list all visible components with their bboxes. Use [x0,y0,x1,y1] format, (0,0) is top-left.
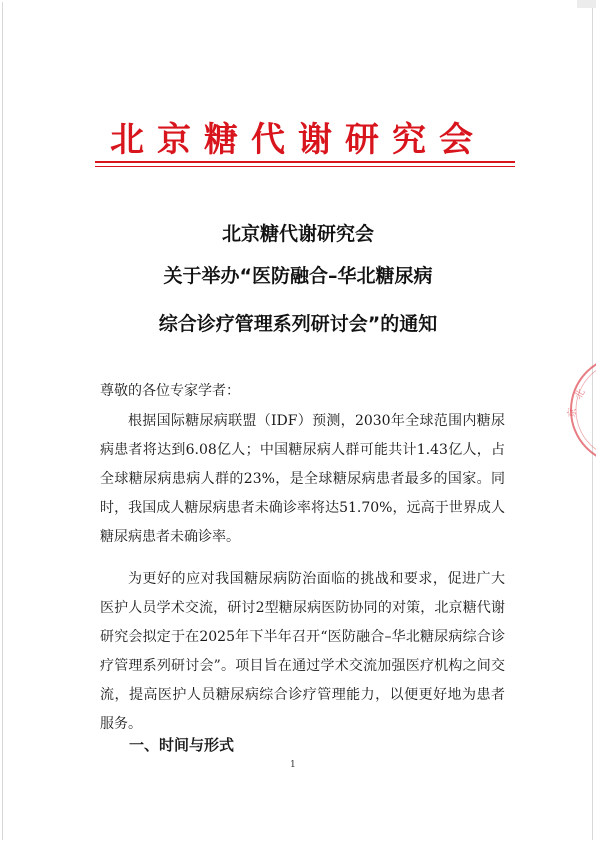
notice-title-line-2: 关于举办“医防融合–华北糖尿病 [163,265,433,287]
svg-text:京: 京 [567,407,579,419]
notice-title-line-3: 综合诊疗管理系列研讨会”的通知 [158,313,438,335]
section-heading: 一、时间与形式 [129,736,235,754]
page-corner-fold [577,0,596,8]
letterhead-title: 北京糖代谢研究会 [110,120,486,160]
svg-text:北: 北 [573,387,588,402]
greeting: 尊敬的各位专家学者： [100,383,240,399]
body-paragraph-1: 根据国际糖尿病联盟（IDF）预测，2030年全球范围内糖尿病患者将达到6.08亿人；中国糖尿病人群可能共计1.43亿人，占全球糖尿病患病人群的23%，是全球糖尿病患者最多的国家。同时，我国成人糖尿病患者未确诊率将达51.70%，远高于世界成人糖尿病患者未确诊率。 [100,413,505,545]
body-paragraph-2: 为更好的应对我国糖尿病防治面临的挑战和要求，促进广大医护人员学术交流，研讨2型糖尿病医防协同的对策，北京糖代谢研究会拟定于在2025年下半年召开“医防融合–华北糖尿病综合诊疗管理系列研讨会”。项目旨在通过学术交流加强医疗机构之间交流，提高医护人员糖尿病综合诊疗管理能力，以便更好地为患者服务。 [100,571,505,732]
letterhead-rule-thin [95,166,515,167]
official-seal-stamp [563,350,596,470]
page-number: 1 [290,760,296,770]
letterhead-rule-thick [95,161,515,163]
notice-title-line-1: 北京糖代谢研究会 [221,223,374,245]
